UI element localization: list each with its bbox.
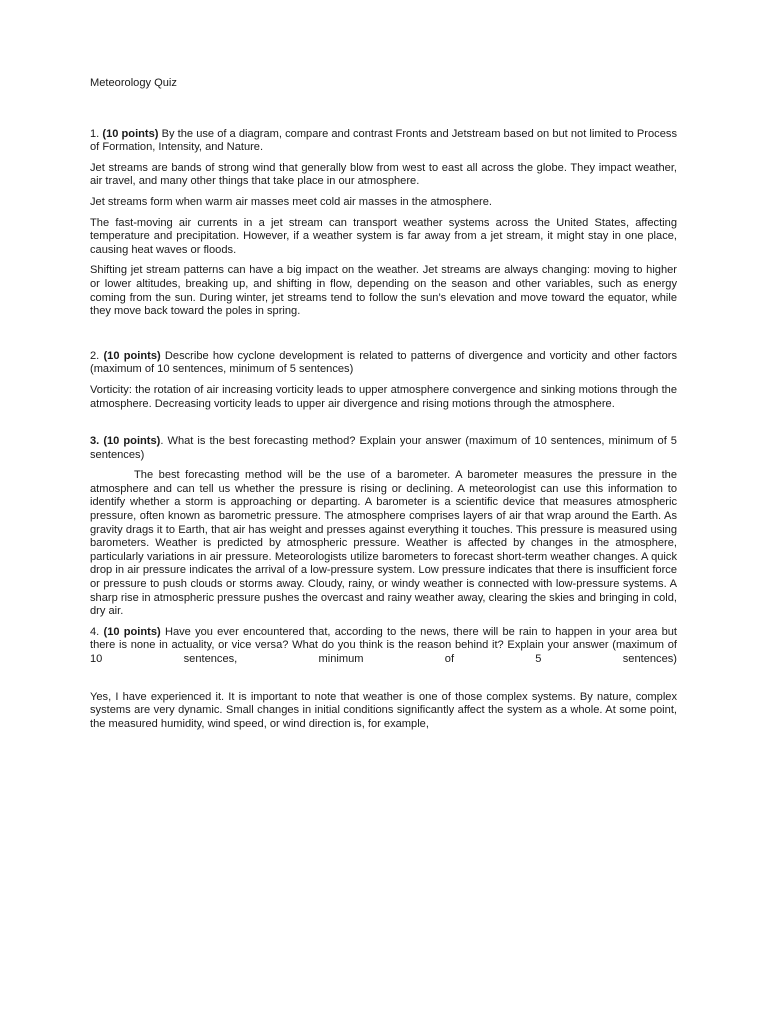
question-4 <box>90 626 677 667</box>
question-prompt: . What is the best forecasting method? Explain your answer (maximum of 10 sentences, minimum of 5 sentences) <box>90 435 677 461</box>
answer-paragraph: Vorticity: the rotation of air increasing vorticity leads to upper atmosphere convergence and sinking motions through the atmosphere. Decreasing vorticity leads to upper air divergence and rising motions through the atmosphere. <box>90 383 677 410</box>
question-prompt: By the use of a diagram, compare and contrast Fronts and Jetstream based on but not limited to Process of Formation, Intensity, and Nature. <box>90 127 677 154</box>
question-number: 3. <box>90 435 100 448</box>
document-title: Meteorology Quiz <box>90 77 177 89</box>
answer-paragraph: Jet streams form when warm air masses meet cold air masses in the atmosphere. <box>90 195 492 208</box>
question-number: 4. <box>90 625 100 638</box>
question-prompt: Describe how cyclone development is related to patterns of divergence and vorticity and other factors (maximum of 10 sentences, minimum of 5 sentences) <box>90 349 678 376</box>
answer-paragraph: The best forecasting method will be the use of a barometer. A barometer measures the pressure in the atmosphere and can tell us whether the pressure is rising or declining. A meteorologist can use this information to identify whether a storm is approaching or departing. A barometer is a scientific device that measures atmospheric pressure, often known as barometric pressure. The atmosphere comprises layers of air that wrap around the Earth. As gravity drags it to Earth, that air has weight and presses against everything it touches. This pressure is measured using barometers. Weather is predicted by atmospheric pressure. Weather is affected by changes in the atmosphere, particularly variations in air pressure. Meteorologists utilize barometers to forecast short-term weather changes. A quick drop in air pressure indicates the arrival of a low-pressure system. Low pressure indicates that there is insufficient force or pressure to push clouds or storms away. Cloudy, rainy, or windy weather is connected with low-pressure systems. A sharp rise in atmospheric pressure pushes the overcast and rainy weather away, clearing the skies and bringing in cold, dry air. <box>90 469 677 618</box>
answer-paragraph: The fast-moving air currents in a jet stream can transport weather systems across the United States, affecting temperature and precipitation. However, if a weather system is far away from a jet stream, it might stay in one place, causing heat waves or floods. <box>90 216 677 256</box>
question-points: (10 points) <box>103 435 161 448</box>
question-3 <box>90 435 677 462</box>
answer-paragraph: Yes, I have experienced it. It is important to note that weather is one of those complex systems. By nature, complex systems are very dynamic. Small changes in initial conditions significantly affect the system as a whole. At some point, the measured humidity, wind speed, or wind direction is, for example, <box>90 690 677 730</box>
question-number: 2. <box>90 349 100 362</box>
question-2 <box>90 350 677 377</box>
answer-paragraph: Jet streams are bands of strong wind that generally blow from west to east all across the globe. They impact weather, air travel, and many other things that take place in our atmosphere. <box>90 161 677 188</box>
question-points: (10 points) <box>103 625 161 638</box>
question-number: 1. <box>90 127 100 140</box>
question-points: (10 points) <box>102 127 159 140</box>
document-body <box>90 77 677 738</box>
question-points: (10 points) <box>103 349 161 362</box>
question-prompt: Have you ever encountered that, according to the news, there will be rain to happen in your area but there is none in actuality, or vice versa? What do you think is the reason behind it? Explain your answer (maximum of 10 sentences, minimum of 5 sentences) <box>90 625 677 665</box>
answer-paragraph: Shifting jet stream patterns can have a big impact on the weather. Jet streams are always changing: moving to higher or lower altitudes, breaking up, and shifting in flow, depending on the season and other variables, such as energy coming from the sun. During winter, jet streams tend to follow the sun’s elevation and move toward the equator, while they move back toward the poles in spring. <box>90 264 677 318</box>
question-1 <box>90 128 677 155</box>
